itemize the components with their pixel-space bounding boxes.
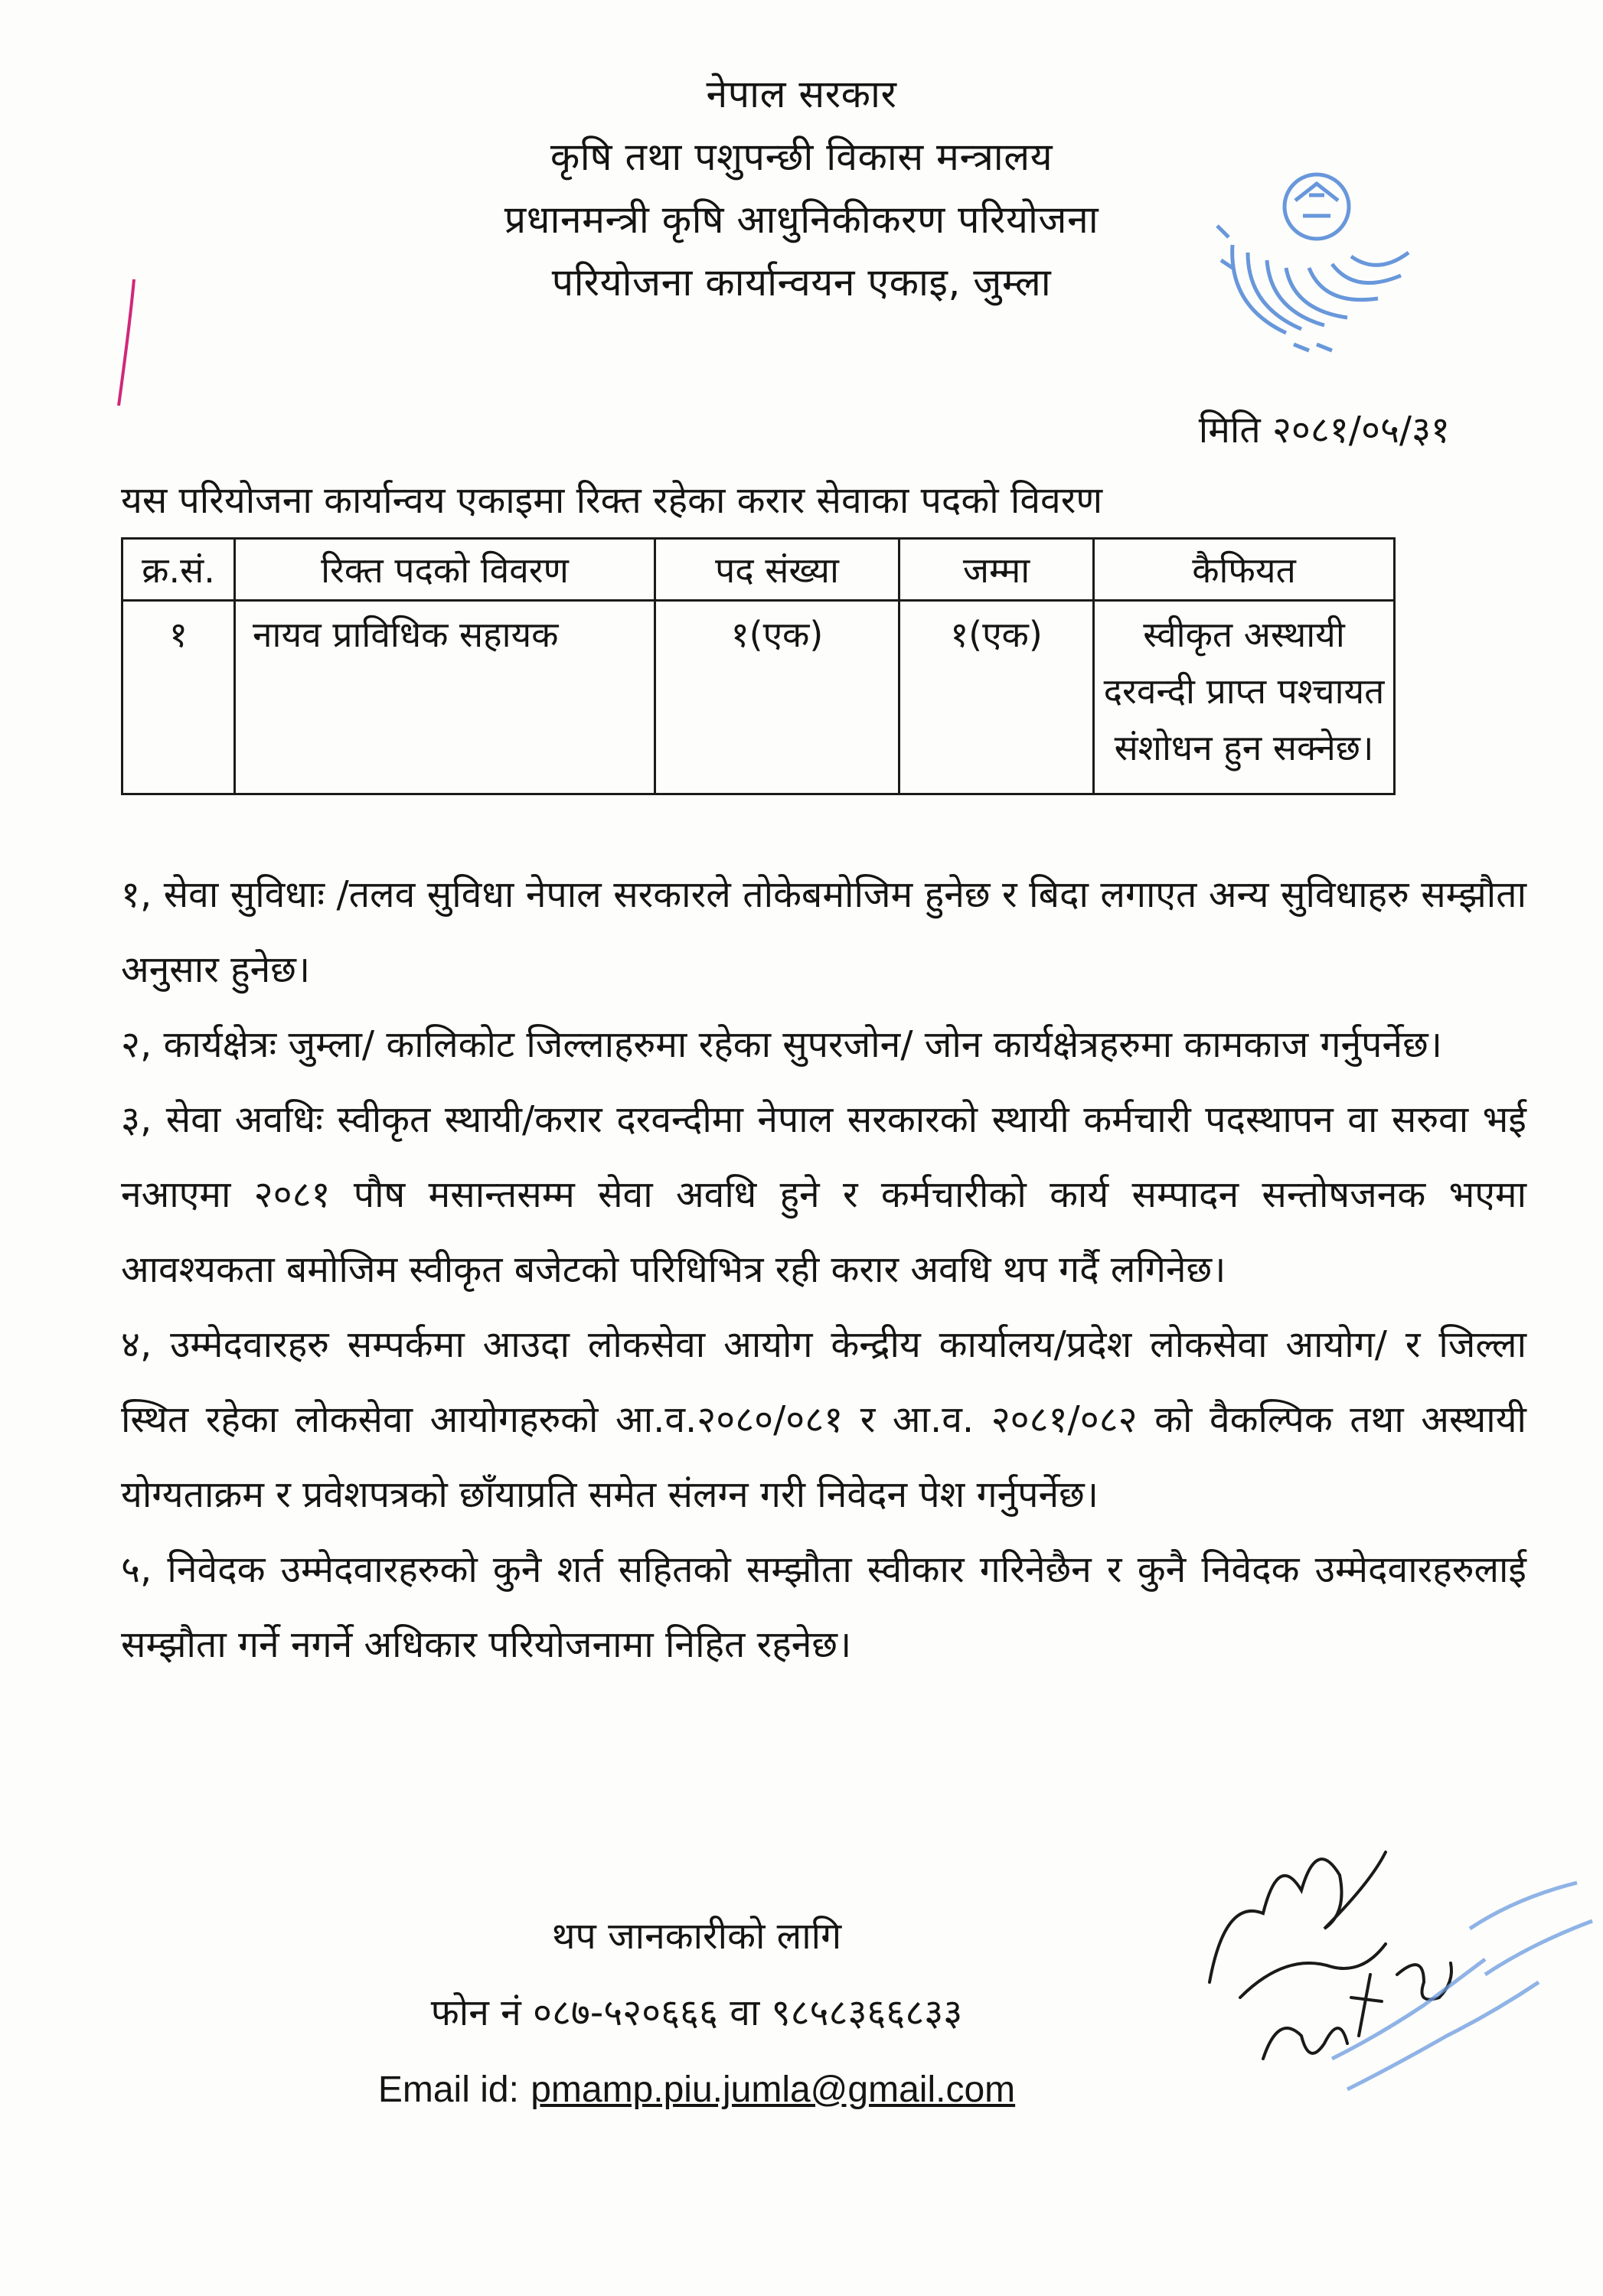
cell-position: नायव प्राविधिक सहायक [235,601,655,794]
letterhead-government: नेपाल सरकार [706,72,897,116]
terms-list [121,857,1526,1682]
clause-candidate-contact: ४, उम्मेदवारहरु सम्पर्कमा आउदा लोकसेवा आयोग केन्द्रीय कार्यालय/प्रदेश लोकसेवा आयोग/ र जिल्ला स्थित रहेका लोकसेवा आयोगहरुको आ.व.२०८०/०८१ र आ.व. २०८१/०८२ को वैकल्पिक तथा अस्थायी योग्यताक्रम र प्रवेशपत्रको छाँयाप्रति समेत संलग्न गरी निवेदन पेश गर्नुपर्नेछ। [121,1323,1526,1516]
email-label: Email id: [377,2069,519,2110]
letterhead-project: प्रधानमन्त्री कृषि आधुनिकीकरण परियोजना [504,197,1099,242]
letterhead-unit: परियोजना कार्यान्वयन एकाइ, जुम्ला [551,260,1052,305]
vacancy-table [121,537,1396,795]
signature-and-stamp [1194,1806,1603,2128]
contact-footer [0,1898,1393,2128]
cell-post-count: १(एक) [655,601,899,794]
clause-agreement-rights: ५, निवेदक उम्मेदवारहरुको कुनै शर्त सहितको सम्झौता स्वीकार गरिनेछैन र कुनै निवेदक उम्मेदवारहरुलाई सम्झौता गर्ने नगर्ने अधिकार परियोजनामा निहित रहनेछ। [121,1548,1526,1666]
cell-remarks: स्वीकृत अस्थायी दरवन्दी प्राप्त पश्चायत संशोधन हुन सक्नेछ। [1094,601,1395,794]
col-post-count: पद संख्या [655,539,899,601]
email-link[interactable]: pmamp.piu.jumla@gmail.com [531,2069,1016,2110]
email-line [0,2051,1393,2128]
margin-pen-mark [100,276,145,413]
col-total: जम्मा [899,539,1094,601]
office-stamp [1202,153,1424,367]
table-header-row [122,539,1395,601]
col-remarks: कैफियत [1094,539,1395,601]
letterhead-ministry: कृषि तथा पशुपन्छी विकास मन्त्रालय [550,135,1053,179]
clause-work-area: २, कार्यक्षेत्रः जुम्ला/ कालिकोट जिल्लाहरुमा रहेका सुपरजोन/ जोन कार्यक्षेत्रहरुमा कामकाज गर्नुपर्नेछ। [121,1023,1442,1066]
clause-service-period: ३, सेवा अवधिः स्वीकृत स्थायी/करार दरवन्दीमा नेपाल सरकारको स्थायी कर्मचारी पदस्थापन वा सरुवा भई नआएमा २०८१ पौष मसान्तसम्म सेवा अवधि हुने र कर्मचारीको कार्य सम्पादन सन्तोषजनक भएमा आवश्यकता बमोजिम स्वीकृत बजेटको परिधिभित्र रही करार अवधि थप गर्दै लगिनेछ। [121,1098,1526,1291]
col-serial: क्र.सं. [122,539,235,601]
col-position: रिक्त पदको विवरण [235,539,655,601]
more-info-label: थप जानकारीको लागि [551,1915,842,1958]
clause-service-benefits: १, सेवा सुविधाः /तलव सुविधा नेपाल सरकारले तोकेबमोजिम हुनेछ र बिदा लगाएत अन्य सुविधाहरु सम्झौता अनुसार हुनेछ। [121,873,1526,991]
table-row [122,601,1395,794]
cell-serial: १ [122,601,235,794]
issue-date: मिति २०८१/०५/३१ [1198,409,1450,452]
phone-numbers: फोन नं ०८७-५२०६६६ वा ९८५८३६६८३३ [430,1991,963,2034]
cell-total: १(एक) [899,601,1094,794]
vacancy-intro: यस परियोजना कार्यान्वय एकाइमा रिक्त रहेका करार सेवाका पदको विवरण [121,479,1103,522]
